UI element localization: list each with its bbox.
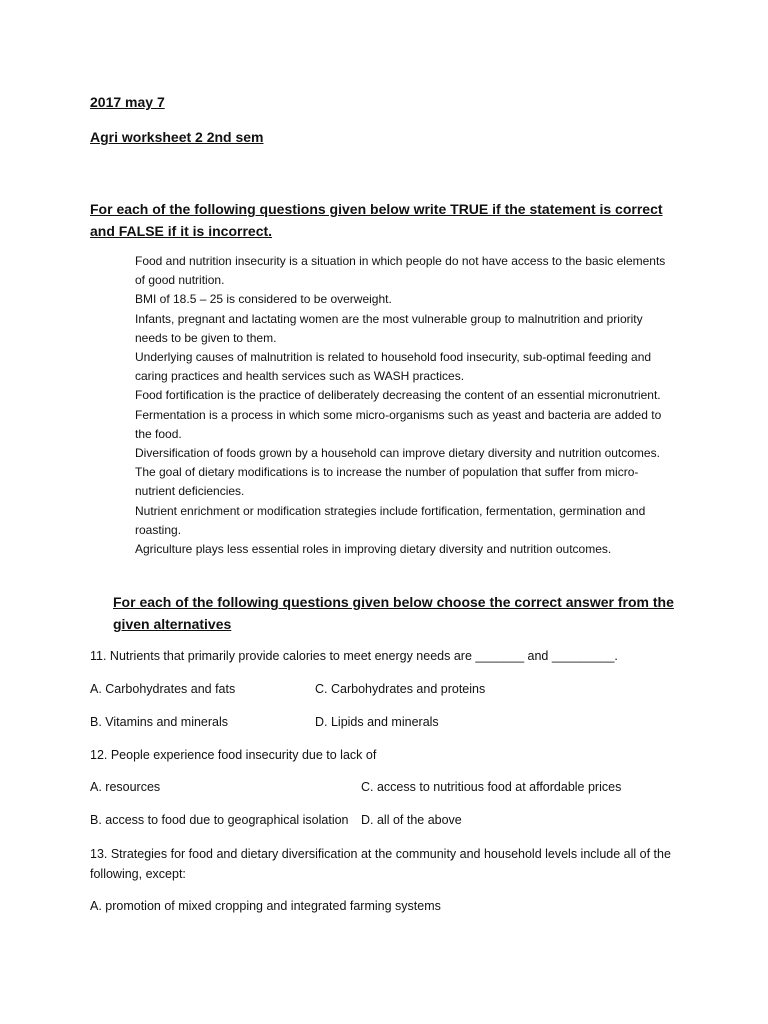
list-item: Fermentation is a process in which some micro-organisms such as yeast and bacteria are added to the food. <box>135 407 662 441</box>
worksheet-title: Agri worksheet 2 2nd sem <box>90 129 264 145</box>
question-12: 12. People experience food insecurity due to lack of <box>90 748 377 762</box>
list-item: Diversification of foods grown by a household can improve dietary diversity and nutrition outcomes. <box>135 446 660 461</box>
q11-option-a: A. Carbohydrates and fats <box>90 682 236 696</box>
list-item: Nutrient enrichment or modification strategies include fortification, fermentation, germination and roasting. <box>135 503 646 537</box>
list-item: The goal of dietary modifications is to increase the number of population that suffer from micro-nutrient deficiencies. <box>135 465 639 499</box>
question-13: 13. Strategies for food and dietary diversification at the community and household levels include all of the following, except: <box>90 847 671 881</box>
list-item: Food fortification is the practice of deliberately decreasing the content of an essential micronutrient. <box>135 388 661 403</box>
true-false-list <box>135 252 675 559</box>
list-item: Agriculture plays less essential roles in improving dietary diversity and nutrition outcomes. <box>135 542 612 557</box>
question-11: 11. Nutrients that primarily provide calories to meet energy needs are _______ and _________. <box>90 649 618 663</box>
q12-option-a: A. resources <box>90 780 161 794</box>
q11-option-b: B. Vitamins and minerals <box>90 715 229 729</box>
q12-option-c: C. access to nutritious food at affordable prices <box>361 780 622 794</box>
q13-option-a: A. promotion of mixed cropping and integrated farming systems <box>90 899 441 913</box>
list-item: BMI of 18.5 – 25 is considered to be overweight. <box>135 292 392 307</box>
q11-option-d: D. Lipids and minerals <box>315 715 439 729</box>
true-false-instruction: For each of the following questions given below write TRUE if the statement is correct and FALSE if it is incorrect. <box>90 201 663 239</box>
q11-option-c: C. Carbohydrates and proteins <box>315 682 486 696</box>
q12-option-d: D. all of the above <box>361 813 462 827</box>
list-item: Food and nutrition insecurity is a situation in which people do not have access to the basic elements of good nutrition. <box>135 254 666 288</box>
multiple-choice-instruction: For each of the following questions given below choose the correct answer from the given alternatives <box>113 594 674 632</box>
list-item: Infants, pregnant and lactating women are the most vulnerable group to malnutrition and priority needs to be given to them. <box>135 311 643 345</box>
list-item: Underlying causes of malnutrition is related to household food insecurity, sub-optimal feeding and caring practices and health services such as WASH practices. <box>135 350 652 384</box>
q12-option-b: B. access to food due to geographical isolation <box>90 813 349 827</box>
worksheet-date: 2017 may 7 <box>90 94 165 110</box>
